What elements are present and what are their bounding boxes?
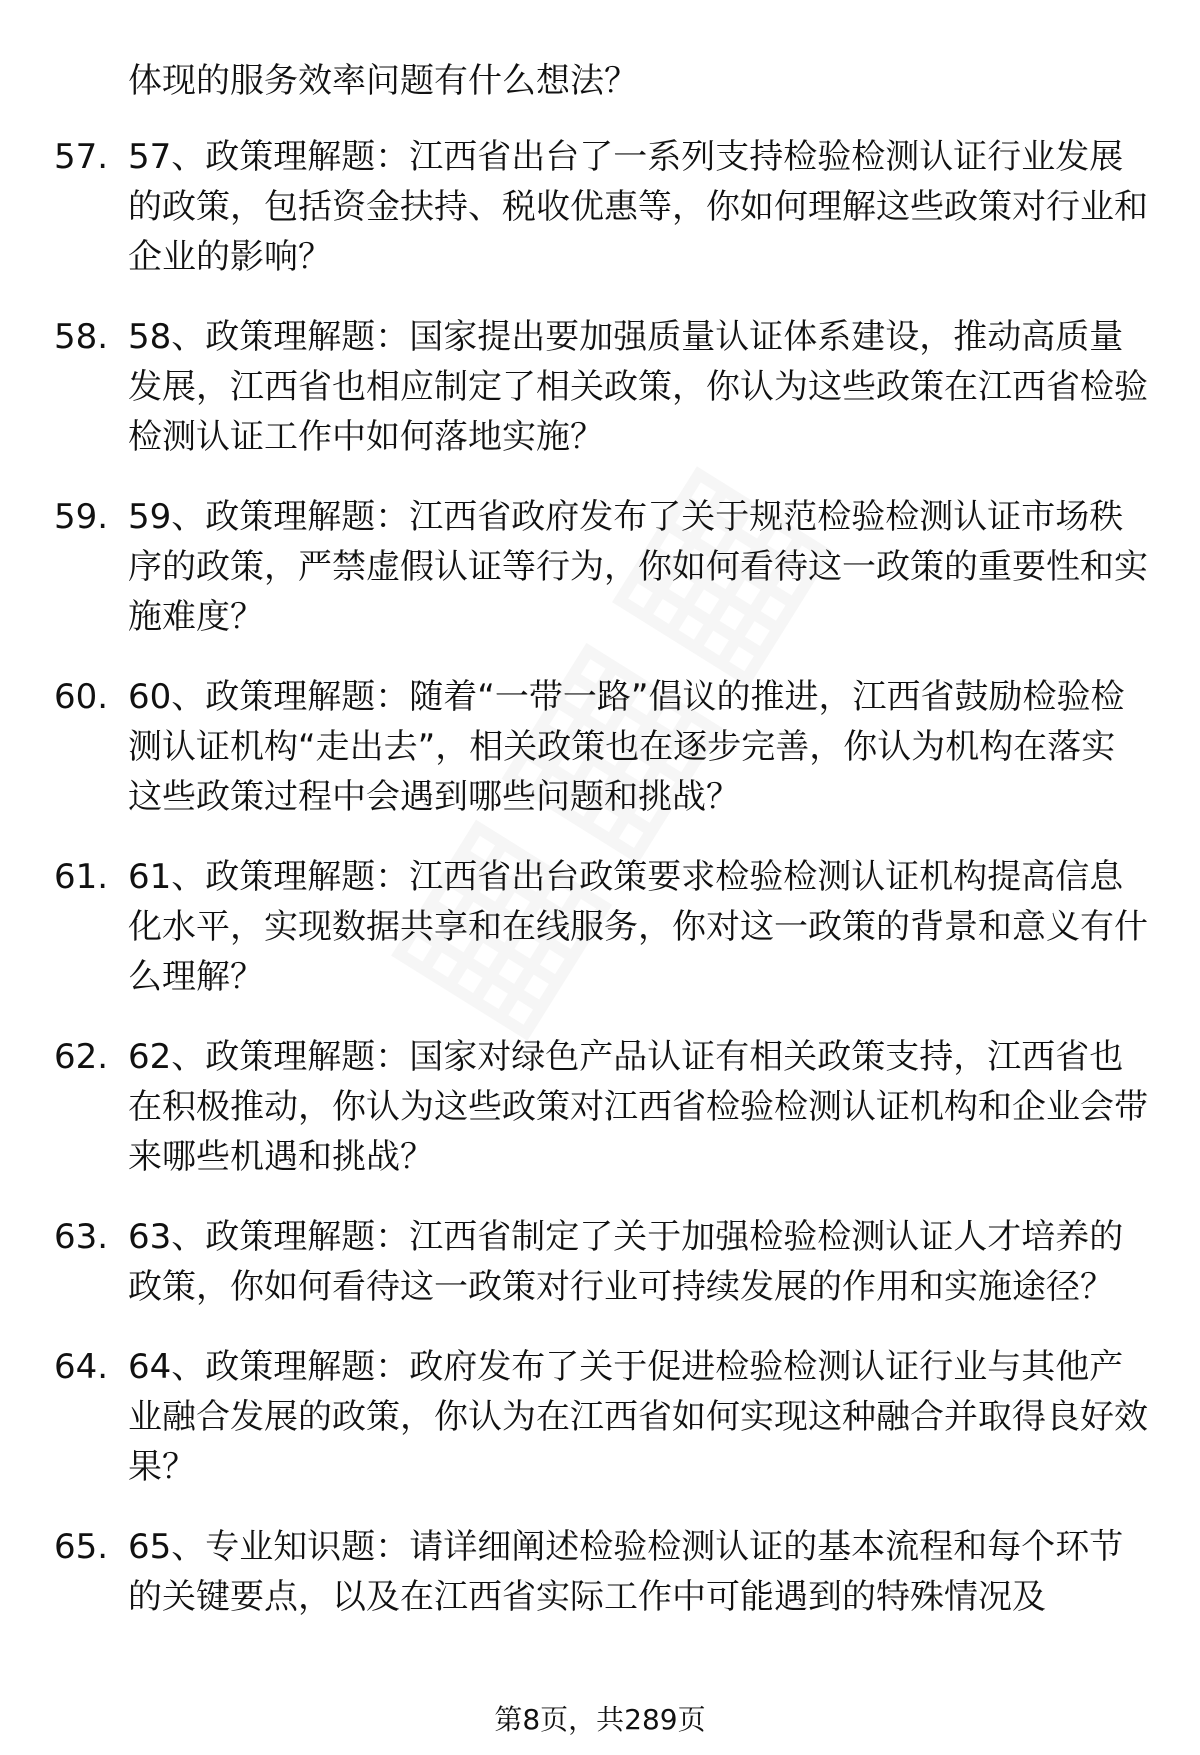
question-item [0,1212,1148,1312]
question-item [0,1032,1148,1182]
question-item [0,312,1148,462]
question-number: 60. [54,677,109,717]
question-text: 63、政策理解题：江西省制定了关于加强检验检测认证人才培养的政策，你如何看待这一政策对行业可持续发展的作用和实施途径？ [128,1217,1124,1307]
question-text: 57、政策理解题：江西省出台了一系列支持检验检测认证行业发展的政策，包括资金扶持、税收优惠等，你如何理解这些政策对行业和企业的影响？ [128,137,1148,277]
question-item [0,672,1148,822]
question-number: 65. [54,1527,109,1567]
page-footer: 第8页，共289页 [494,1703,706,1736]
question-item [0,1342,1148,1492]
continuation-text: 体现的服务效率问题有什么想法？ [128,61,638,101]
question-text: 64、政策理解题：政府发布了关于促进检验检测认证行业与其他产业融合发展的政策，你认为在江西省如何实现这种融合并取得良好效果？ [128,1347,1148,1487]
question-number: 58. [54,317,109,357]
question-text: 65、专业知识题：请详细阐述检验检测认证的基本流程和每个环节的关键要点，以及在江西省实际工作中可能遇到的特殊情况及 [128,1527,1124,1617]
question-number: 61. [54,857,109,897]
question-item [0,852,1148,1002]
question-text: 60、政策理解题：随着“一带一路”倡议的推进，江西省鼓励检验检测认证机构“走出去”，相关政策也在逐步完善，你认为机构在落实这些政策过程中会遇到哪些问题和挑战？ [128,677,1125,817]
question-text: 62、政策理解题：国家对绿色产品认证有相关政策支持，江西省也在积极推动，你认为这些政策对江西省检验检测认证机构和企业会带来哪些机遇和挑战？ [128,1037,1148,1177]
question-list [0,132,1200,1652]
question-number: 63. [54,1217,109,1257]
question-item [0,132,1148,282]
question-text: 61、政策理解题：江西省出台政策要求检验检测认证机构提高信息化水平，实现数据共享和在线服务，你对这一政策的背景和意义有什么理解？ [128,857,1148,997]
question-item [0,492,1148,642]
question-number: 59. [54,497,109,537]
question-number: 57. [54,137,109,177]
question-text: 59、政策理解题：江西省政府发布了关于规范检验检测认证市场秩序的政策，严禁虚假认证等行为，你如何看待这一政策的重要性和实施难度？ [128,497,1148,637]
question-number: 62. [54,1037,109,1077]
question-item [0,1522,1148,1622]
question-number: 64. [54,1347,109,1387]
question-text: 58、政策理解题：国家提出要加强质量认证体系建设，推动高质量发展，江西省也相应制定了相关政策，你认为这些政策在江西省检验检测认证工作中如何落地实施？ [128,317,1148,457]
